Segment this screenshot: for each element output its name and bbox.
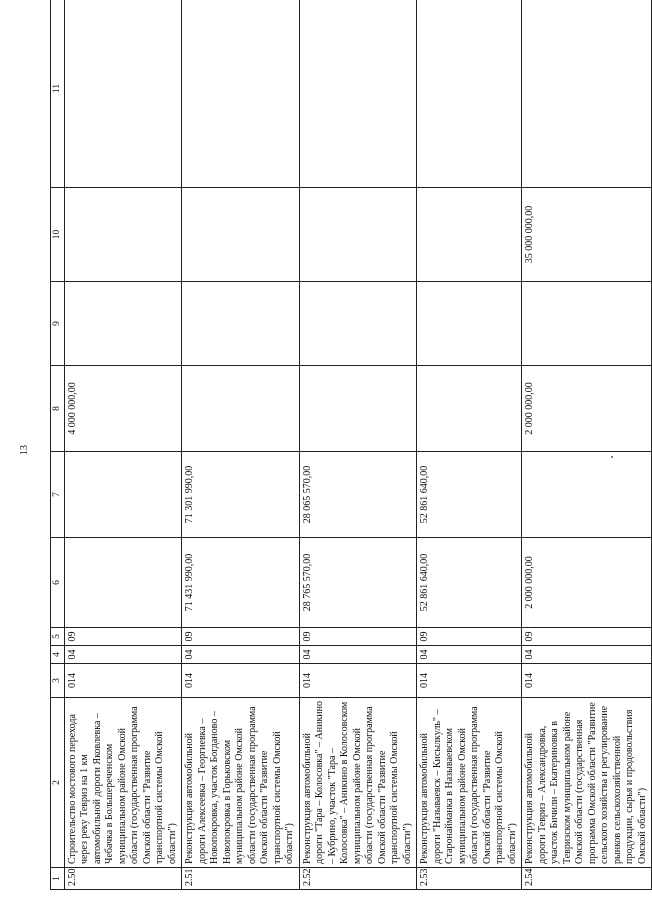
- amount-cell: [182, 0, 300, 188]
- header-cell: 8: [51, 366, 65, 452]
- amount-cell: 52 861 640,00: [417, 452, 522, 538]
- code-cell: 09: [182, 628, 300, 646]
- row-number-cell: 2.52: [299, 868, 417, 890]
- code-cell: 09: [417, 628, 522, 646]
- code-cell: 014: [64, 664, 182, 698]
- amount-cell: [522, 0, 652, 188]
- header-cell: 6: [51, 538, 65, 628]
- table-row: [299, 0, 417, 890]
- amount-cell: 35 000 000,00: [522, 188, 652, 282]
- code-cell: 09: [522, 628, 652, 646]
- description-cell: Реконструкция автомобильной дороги "Называевск – Кисылкуль" – Старонайманка в Называевском муниципальном районе Омской области (государственная программа Омской области "Развитие транспортной системы Омской области"): [417, 698, 522, 868]
- row-number-cell: 2.51: [182, 868, 300, 890]
- code-cell: 09: [299, 628, 417, 646]
- amount-cell: [182, 282, 300, 366]
- code-cell: 04: [182, 646, 300, 664]
- code-cell: 014: [522, 664, 652, 698]
- row-number-cell: 2.54: [522, 868, 652, 890]
- header-cell: 2: [51, 698, 65, 868]
- amount-cell: [522, 452, 652, 538]
- table-row: [522, 0, 652, 890]
- amount-cell: [299, 366, 417, 452]
- amount-cell: [417, 0, 522, 188]
- amount-cell: [299, 0, 417, 188]
- amount-cell: [64, 188, 182, 282]
- row-number-cell: 2.53: [417, 868, 522, 890]
- amount-cell: [299, 282, 417, 366]
- amount-cell: [522, 282, 652, 366]
- table-row: [64, 0, 182, 890]
- budget-table: [50, 0, 652, 890]
- amount-cell: [182, 188, 300, 282]
- amount-cell: 4 000 000,00: [64, 366, 182, 452]
- description-cell: Строительство мостового перехода через реку Тевриз на 1 км автомобильной дороги Яковлевка – Чебачка в Большереченском муниципальном районе Омской области (государственная программа Омской области "Развитие транспортной системы Омской области"): [64, 698, 182, 868]
- amount-cell: 28 765 570,00: [299, 538, 417, 628]
- header-cell: 7: [51, 452, 65, 538]
- amount-cell: [299, 188, 417, 282]
- header-cell: 11: [51, 0, 65, 188]
- amount-cell: [64, 538, 182, 628]
- header-row: [51, 0, 65, 890]
- code-cell: 09: [64, 628, 182, 646]
- amount-cell: [64, 282, 182, 366]
- code-cell: 014: [182, 664, 300, 698]
- amount-cell: 52 861 640,00: [417, 538, 522, 628]
- amount-cell: [64, 452, 182, 538]
- amount-cell: 2 000 000,00: [522, 366, 652, 452]
- header-cell: 4: [51, 646, 65, 664]
- header-cell: 10: [51, 188, 65, 282]
- code-cell: 014: [417, 664, 522, 698]
- amount-cell: 71 301 990,00: [182, 452, 300, 538]
- code-cell: 04: [522, 646, 652, 664]
- header-cell: 3: [51, 664, 65, 698]
- amount-cell: [64, 0, 182, 188]
- code-cell: 04: [64, 646, 182, 664]
- page-number: 13: [19, 445, 30, 455]
- amount-cell: 71 431 990,00: [182, 538, 300, 628]
- amount-cell: [182, 366, 300, 452]
- code-cell: 014: [299, 664, 417, 698]
- description-cell: Реконструкция автомобильной дороги Алексеевка – Георгиевка – Новопокровка, участок Богданово – Новопокровка в Горьковском муниципальном районе Омской области (государственная программа Омской области "Развитие транспортной системы Омской области"): [182, 698, 300, 868]
- description-cell: Реконструкция автомобильной дороги Тевриз – Александровка, участок Бичили – Екатериновка в Тевризском муниципальном районе Омской области (государственная программа Омской области "Развитие сельского хозяйства и регулирование рынков сельскохозяйственной продукции, сырья и продовольствия Омской области"): [522, 698, 652, 868]
- description-cell: Реконструкция автомобильной дороги "Тара – Колосовка" – Аникино – Кубрино, участок "Тара – Колосовка" – Аникино в Колосовском муниципальном районе Омской области (государственная программа Омской области "Развитие транспортной системы Омской области"): [299, 698, 417, 868]
- amount-cell: [417, 366, 522, 452]
- header-cell: 5: [51, 628, 65, 646]
- table-row: [182, 0, 300, 890]
- code-cell: 04: [417, 646, 522, 664]
- code-cell: 04: [299, 646, 417, 664]
- table-row: [417, 0, 522, 890]
- header-cell: 9: [51, 282, 65, 366]
- rotated-table-wrapper: [50, 10, 648, 890]
- amount-cell: 28 065 570,00: [299, 452, 417, 538]
- amount-cell: [417, 282, 522, 366]
- row-number-cell: 2.50: [64, 868, 182, 890]
- amount-cell: [417, 188, 522, 282]
- amount-cell: 2 000 000,00: [522, 538, 652, 628]
- header-cell: 1: [51, 868, 65, 890]
